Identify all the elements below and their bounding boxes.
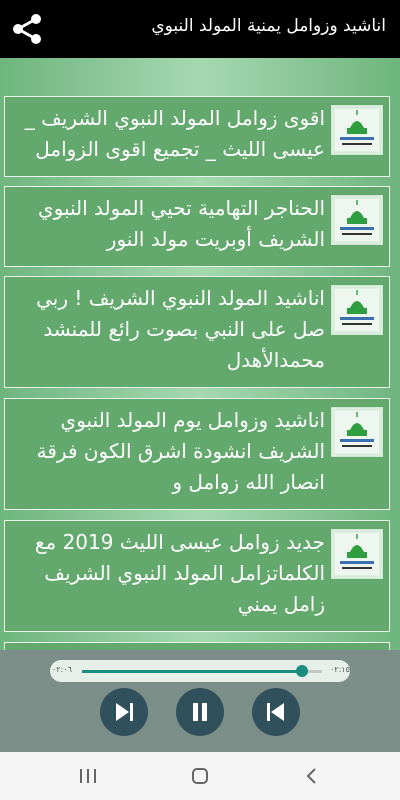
list-item[interactable]: [4, 520, 390, 632]
seek-progress: [82, 670, 302, 673]
audio-player: [0, 650, 400, 752]
skip-next-icon: [110, 698, 138, 726]
skip-previous-icon: [262, 698, 290, 726]
total-time: ٠٢:١٥: [330, 665, 350, 674]
track-title: جديد زوامل عيسى الليث 2019 مع الكلماتزامل المولد النبوي الشريف زامل يمني: [34, 530, 325, 616]
home-icon[interactable]: [188, 766, 212, 786]
track-list: [0, 58, 400, 650]
elapsed-time: ٠٢:٠٦: [52, 665, 72, 674]
list-item[interactable]: [4, 642, 390, 650]
next-button[interactable]: [100, 688, 148, 736]
track-thumbnail: [331, 529, 383, 579]
pause-button[interactable]: [176, 688, 224, 736]
seek-handle[interactable]: [296, 665, 308, 677]
track-title: اقوى زوامل المولد النبوي الشريف _ عيسى الليث _ تجميع اقوى الزوامل: [24, 106, 325, 161]
list-item[interactable]: [4, 398, 390, 510]
recent-apps-icon[interactable]: [76, 766, 100, 786]
track-thumbnail: [331, 195, 383, 245]
share-icon[interactable]: [10, 12, 46, 46]
list-item[interactable]: [4, 276, 390, 388]
list-item[interactable]: [4, 96, 390, 177]
track-thumbnail: [331, 105, 383, 155]
track-title: اناشيد المولد النبوي الشريف ! ربي صل على النبي بصوت رائع للمنشد محمدالأهدل: [36, 286, 325, 372]
previous-button[interactable]: [252, 688, 300, 736]
track-thumbnail: [331, 285, 383, 335]
system-nav-bar: [0, 752, 400, 800]
back-icon[interactable]: [300, 766, 324, 786]
track-title: الحناجر التهامية تحيي المولد النبوي الشريف أوبريت مولد النور: [37, 196, 325, 251]
list-item[interactable]: [4, 186, 390, 267]
track-title: اناشيد وزوامل يوم المولد النبوي الشريف انشودة اشرق الكون فرقة انصار الله زوامل و: [36, 408, 325, 494]
track-thumbnail: [331, 407, 383, 457]
app-bar: [0, 0, 400, 58]
app-title: اناشيد وزوامل يمنية المولد النبوي: [151, 16, 386, 36]
pause-icon: [186, 698, 214, 726]
